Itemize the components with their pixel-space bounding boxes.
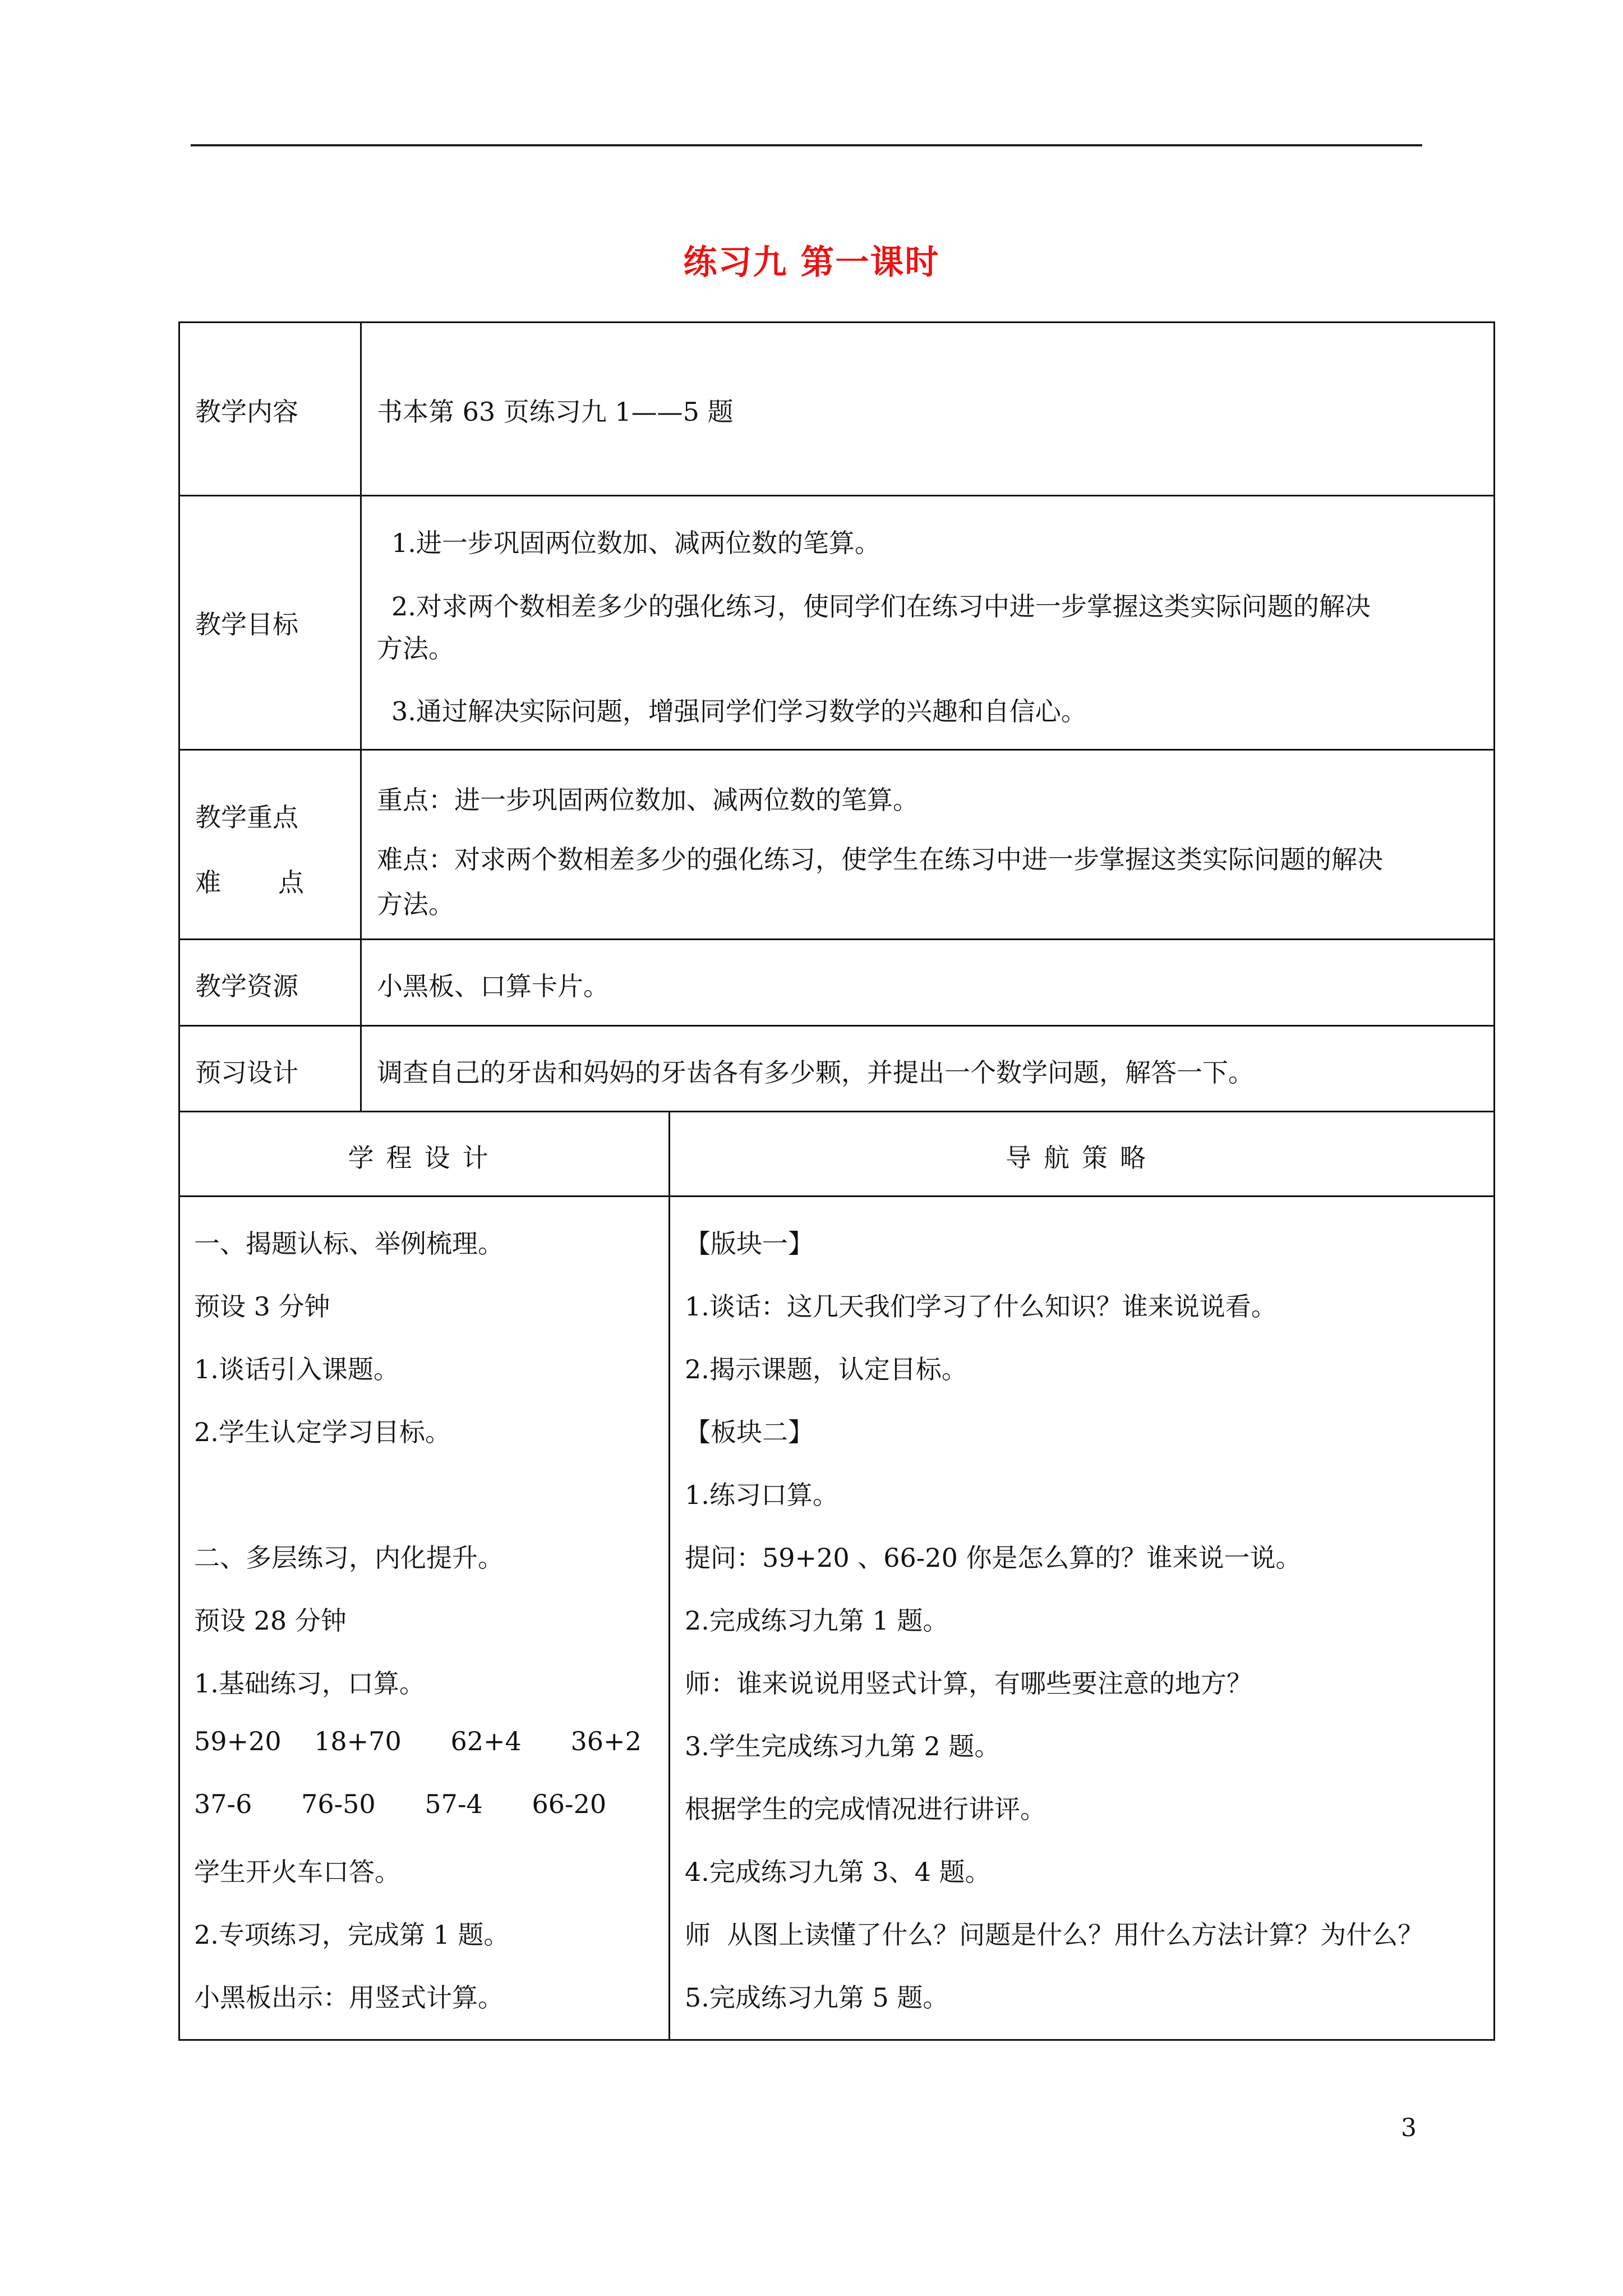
content-value: 书本第 63 页练习九 1——5 题: [377, 397, 734, 427]
left-line: 37-6 76-50 57-4 66-20: [194, 1789, 607, 1819]
resources-value: 小黑板、口算卡片。: [377, 971, 609, 1001]
row-divider: [178, 495, 1495, 496]
label-column-divider: [360, 321, 362, 1111]
left-column-header: 学程设计: [348, 1143, 501, 1173]
left-line: 2.专项练习，完成第 1 题。: [194, 1920, 510, 1950]
table-border-bottom: [178, 2039, 1495, 2041]
goal-item: 3.通过解决实际问题，增强同学们学习数学的兴趣和自信心。: [391, 696, 1087, 726]
right-line: 2.揭示课题，认定目标。: [685, 1354, 967, 1384]
resources-label: 教学资源: [195, 971, 298, 1001]
goal-item: 方法。: [377, 633, 454, 664]
right-line: 【板块二】: [685, 1417, 814, 1447]
section-column-divider: [668, 1111, 670, 2041]
preview-value: 调查自己的牙齿和妈妈的牙齿各有多少颗，并提出一个数学问题，解答一下。: [377, 1057, 1254, 1088]
row-divider: [178, 1195, 1495, 1197]
page-number: 3: [1401, 2114, 1417, 2142]
left-line: 1.谈话引入课题。: [194, 1354, 399, 1384]
right-line: 4.完成练习九第 3、4 题。: [685, 1857, 991, 1887]
row-divider: [178, 1025, 1495, 1027]
right-line: 1.谈话：这几天我们学习了什么知识？谁来说说看。: [685, 1291, 1277, 1322]
page-title: 练习九 第一课时: [683, 243, 940, 282]
right-column-header: 导航策略: [1006, 1143, 1158, 1173]
goal-item: 2.对求两个数相差多少的强化练习，使同学们在练习中进一步掌握这类实际问题的解决: [391, 591, 1371, 622]
row-divider: [178, 749, 1495, 751]
goal-item: 1.进一步巩固两位数加、减两位数的笔算。: [391, 528, 880, 558]
right-line: 1.练习口算。: [685, 1480, 838, 1510]
left-line: 2.学生认定学习目标。: [194, 1417, 451, 1447]
left-line: 小黑板出示：用竖式计算。: [194, 1982, 504, 2013]
right-line: 3.学生完成练习九第 2 题。: [685, 1731, 1000, 1761]
right-line: 【版块一】: [685, 1228, 814, 1259]
left-line: 59+20 18+70 62+4 36+2: [194, 1726, 642, 1756]
right-line: 提问：59+20 、66-20 你是怎么算的？谁来说一说。: [685, 1543, 1302, 1573]
right-line: 根据学生的完成情况进行讲评。: [685, 1794, 1046, 1824]
left-line: 预设 3 分钟: [194, 1291, 330, 1322]
table-border-left: [178, 321, 180, 2041]
row-divider: [178, 938, 1495, 940]
difficulty-label-1: 难: [195, 867, 221, 898]
preview-label: 预习设计: [195, 1057, 298, 1088]
left-line: 1.基础练习，口算。: [194, 1668, 425, 1699]
left-line: 二、多层练习，内化提升。: [194, 1543, 504, 1573]
goals-label: 教学目标: [195, 609, 298, 639]
right-line: 师：谁来说说用竖式计算，有哪些要注意的地方？: [685, 1668, 1252, 1699]
difficulty-label-2: 点: [278, 867, 304, 898]
row-divider: [178, 1111, 1495, 1112]
key-points-label: 教学重点: [195, 802, 298, 832]
left-line: 一、揭题认标、举例梳理。: [194, 1228, 504, 1259]
key-point-item: 难点：对求两个数相差多少的强化练习，使学生在练习中进一步掌握这类实际问题的解决: [377, 844, 1383, 875]
left-line: 预设 28 分钟: [194, 1605, 347, 1636]
content-label: 教学内容: [195, 397, 298, 427]
table-border-right: [1493, 321, 1495, 2041]
table-border-top: [178, 321, 1495, 323]
right-line: 师 从图上读懂了什么？问题是什么？用什么方法计算？为什么？: [685, 1920, 1424, 1950]
right-line: 2.完成练习九第 1 题。: [685, 1605, 949, 1636]
key-point-item: 重点：进一步巩固两位数加、减两位数的笔算。: [377, 785, 919, 815]
right-line: 5.完成练习九第 5 题。: [685, 1982, 949, 2013]
header-rule: [191, 144, 1422, 146]
left-line: 学生开火车口答。: [194, 1857, 400, 1887]
key-point-item: 方法。: [377, 889, 454, 919]
